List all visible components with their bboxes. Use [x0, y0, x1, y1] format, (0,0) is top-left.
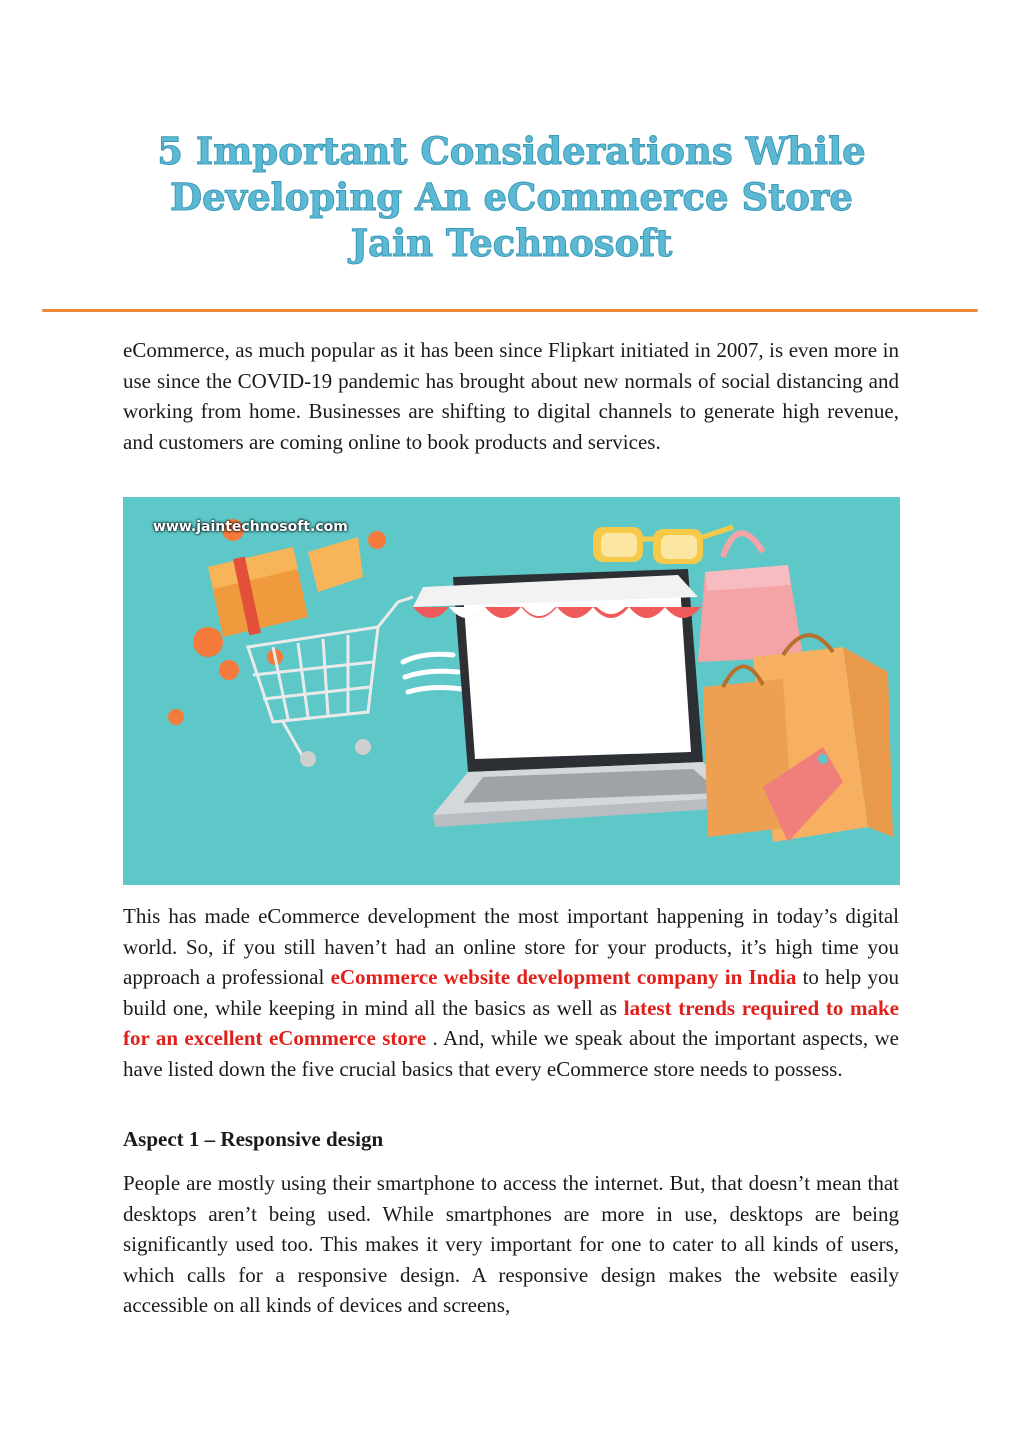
ecommerce-illustration: [123, 497, 900, 885]
title-line-2: Developing An eCommerce Store: [170, 175, 853, 219]
hero-image: [123, 497, 900, 885]
body-paragraph-2: This has made eCommerce development the most important happening in today’s digital world. So, if you still haven’t had an online store for your products, it’s high time you approach a professional eCommerce website development company in India to help you build one, while keeping in mind all the basics as well as latest trends required to make for an excellent eCommerce store . And, while we speak about the important aspects, we have listed down the five crucial basics that every eCommerce store needs to possess.: [123, 904, 900, 1081]
title-line-1: 5 Important Considerations While: [157, 129, 866, 173]
aspect-1-heading: Aspect 1 – Responsive design: [123, 1127, 384, 1151]
title-line-3: Jain Technosoft: [350, 221, 673, 265]
page-title: [0, 128, 1023, 266]
aspect-1-body: People are mostly using their smartphone to access the internet. But, that doesn’t mean that desktops aren’t being used. While smartphones are more in use, desktops are being significantly used too. This makes it very important for one to cater to all kinds of users, which calls for a responsive design. A responsive design makes the website easily accessible on all kinds of devices and screens,: [123, 1171, 899, 1317]
watermark-url: www.jaintechnosoft.com: [153, 519, 348, 535]
title-divider: [42, 309, 978, 312]
link-ecommerce-company[interactable]: eCommerce website development company in India: [330, 965, 797, 989]
intro-paragraph: eCommerce, as much popular as it has been since Flipkart initiated in 2007, is even more in use since the COVID-19 pandemic has brought about new normals of social distancing and working from home. Businesses are shifting to digital channels to generate high revenue, and customers are coming online to book products and services.: [123, 338, 899, 454]
link-latest-trends[interactable]: latest trends required to make for an excellent eCommerce store: [123, 995, 900, 1050]
